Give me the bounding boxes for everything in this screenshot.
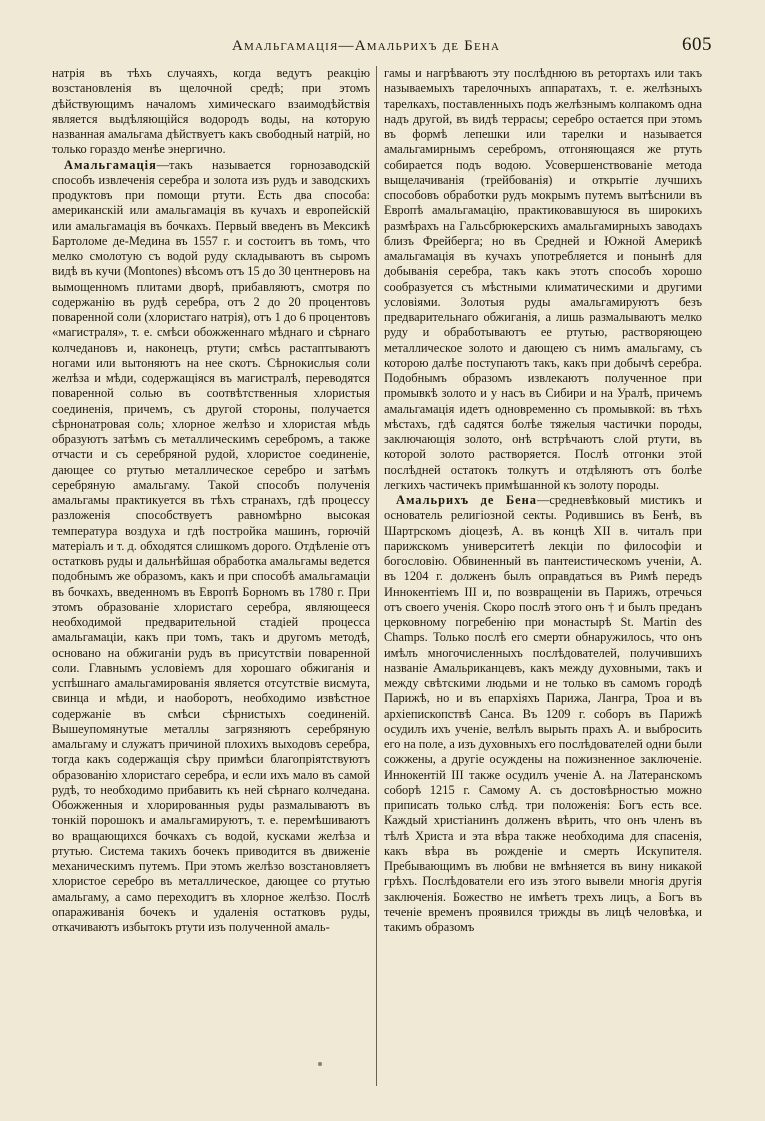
page-mark <box>318 1062 322 1066</box>
article-amalgamation <box>52 158 370 936</box>
article-amalric-text: —средневѣковый мистикъ и основатель религіозной секты. Родившись въ Бенѣ, въ Шартрскомъ діоцезѣ, А. въ концѣ XII в. читалъ при парижскомъ университетѣ лекціи по философіи и богословію. Обвиненный въ пантеистическомъ ученіи, А. въ 1204 г. долженъ былъ оправдаться въ Римѣ передъ Иннокентіемъ III и, по возвращеніи въ Парижъ, отречься отъ своего ученія. Скоро послѣ этого онъ † и былъ преданъ церковному погребенію при монастырѣ St. Martin des Champs. Только послѣ его смерти обнаружилось, что онъ имѣлъ многочисленныхъ послѣдователей, получившихъ названіе Амальриканцевъ, какъ между духовными, такъ и между свѣтскими людьми и не только въ самомъ городѣ Парижѣ, но и въ епархіяхъ Парижа, Лангра, Троа и въ архіепископствѣ Санса. Въ 1209 г. соборъ въ Парижѣ осудилъ ихъ ученіе, велѣлъ вырыть прахъ А. и выбросить его на поле, а изъ духовныхъ его послѣдователей одни были сожжены, а другіе осуждены на пожизненное заключеніе. Иннокентій III также осудилъ ученіе А. на Латеранскомъ соборѣ 1215 г. Самому А. съ достовѣрностью можно приписать только слѣд. три положенія: Богъ есть все. Каждый христіанинъ долженъ вѣрить, что онъ членъ въ тѣлѣ Христа и эта вѣра также необходима для спасенія, какъ вѣра въ рожденіе и смерть Искупителя. Пребывающимъ въ любви не вмѣняется въ вину никакой грѣхъ. Послѣдователи его изъ этого вывели многія другія заключенія. Божество не имѣетъ трехъ лицъ, а Богъ въ теченіе временъ проявился трижды въ лицѣ человѣка, и такимъ образомъ <box>384 493 702 934</box>
right-column <box>384 66 702 1086</box>
intro-paragraph: натрія въ тѣхъ случаяхъ, когда ведутъ реакцію возстановленія въ щелочной средѣ; при этомъ дѣйствующимъ началомъ химическаго взаимодѣйствія является выдѣляющійся водородъ воды, на которую названная амальгама дѣйствуетъ какъ свободный натрій, но только гораздо менѣе энергично. <box>52 66 370 157</box>
article-amalgamation-text: —такъ называется горнозаводскій способъ извлеченія серебра и золота изъ рудъ и заводскихъ продуктовъ при помощи ртути. Есть два способа: американскій или амальгамація въ кучахъ и европейскій или амальгамація въ бочкахъ. Первый введенъ въ Мексикѣ Бартоломе де-Медина въ 1557 г. и состоитъ въ томъ, что мелко смолотую съ водой руду складываютъ въ сыромъ видѣ въ кучи (Montones) вѣсомъ отъ 15 до 30 центнеровъ на вымощенномъ плитами дворѣ, прибавляютъ, смотря по содержанію въ рудѣ серебра, отъ 2 до 20 процентовъ поваренной соли (хлористаго натрія), отъ 1 до 6 процентовъ «магистраля», т. е. смѣси обожженнаго мѣднаго и сѣрнаго колчедановъ и, наконецъ, ртути; смѣсь растаптываютъ ногами или вытоняютъ на нее скотъ. Сѣрнокислыя соли желѣза и мѣди, содержащіяся въ магистралѣ, переводятся поваренной солью въ соотвѣтственныя хлористыя соединенія, причемъ, съ другой стороны, получается сѣрнонатровая соль; хлорное желѣзо и хлористая мѣдь образуютъ затѣмъ съ металлическимъ серебромъ, а также отчасти и съ серебряной рудой, хлористое соединеніе, дающее со ртутью металлическое серебро и затѣмъ серебряную амальгаму. Такой способъ полученія амальгамы практикуется въ тѣхъ странахъ, гдѣ процессу разложенія способствуетъ равномѣрно высокая температура воздуха и гдѣ постройка машинъ, горючій матеріалъ и т. д. обходятся слишкомъ дорого. Отдѣленіе отъ остатковъ руды и дальнѣйшая обработка амальгамы ведется подобнымъ же образомъ, какъ и при способѣ амальгамаціи въ бочкахъ, введенномъ въ Европѣ Борномъ въ 1780 г. При этомъ образованіе хлористаго серебра, являющееся необходимой предварительной стадіей процесса амальгамаціи, какъ при томъ, такъ и другомъ методѣ, основано на обжиганіи рудъ въ присутствіи поваренной соли. Главнымъ условіемъ для хорошаго обжиганія и успѣшнаго амальгамированія является отсутствіе висмута, свинца и мѣди, и наоборотъ, необходимо извѣстное содержаніе въ смѣси сѣрнистыхъ соединеній. Вышеупомянутые металлы загрязняютъ серебряную амальгаму и служатъ причиной плохихъ выходовъ серебра, тогда какъ содержащія сѣру примѣси благопріятствуютъ образованію хлористаго серебра, и если ихъ мало въ самой рудѣ, то необходимо прибавить къ ней сѣрнаго колчедана. Обожженныя и хлорированныя руды размалываютъ въ тонкій порошокъ и амальгамируютъ, т. е. перемѣшиваютъ во вращающихся бочкахъ съ водой, кусками желѣза и ртутью. Система такихъ бочекъ приводится въ движеніе механическимъ путемъ. При этомъ желѣзо возстановляетъ хлористое серебро въ металлическое, дающее со ртутью амальгаму, а само переходитъ въ хлорное желѣзо. Послѣ опараживанія бочекъ и удаленія остатковъ руды, откачиваютъ избытокъ ртути изъ полученной амаль- <box>52 157 370 934</box>
page-number: 605 <box>682 34 712 55</box>
page-header <box>52 34 712 58</box>
column-divider <box>376 66 377 1086</box>
continuation-paragraph: гамы и нагрѣваютъ эту послѣднюю въ ретортахъ или такъ называемыхъ тарелочныхъ аппаратахъ, т. е. желѣзныхъ тарелкахъ, поставленныхъ подъ желѣзнымъ колпакомъ одна надъ другой, въ видѣ террасы; серебро остается при этомъ въ формѣ лепешки или тарелки и называется амальгамирнымъ серебромъ, отгоняющаяся же ртуть собирается подъ водою. Усовершенствованіе метода выщелачиванія (трейбованія) и открытіе лучшихъ способовъ обработки рудъ мокрымъ путемъ вытѣснили въ Европѣ амальгамацію, практиковавшуюся въ широкихъ размѣрахъ на Гальсбрюкерскихъ амальгамирныхъ заводахъ близъ Фрейберга; но въ Средней и Южной Америкѣ амальгамація въ кучахъ употребляется и понынѣ для добыванія серебра, такъ какъ этотъ способъ хорошо сообразуется съ мѣстными климатическими и другими условіями. Золотыя руды амальгамируютъ безъ предварительнаго обжиганія, а лишь размалываютъ мелко руду и обработываютъ ее ртутью, растворяющею металлическое золото и дающею съ нимъ амальгаму, съ которою далѣе поступаютъ такъ, какъ при добычѣ серебра. Подобнымъ образомъ извлекаютъ полученное при промывкѣ золото и у насъ въ Сибири и на Уралѣ, причемъ амальгамація идетъ одновременно съ промывкой: въ тѣхъ мѣстахъ, гдѣ садятся болѣе тяжелыя частички породы, заключающія золото, онѣ встрѣчаютъ слой ртути, въ которой золото растворяется. Послѣ отгонки этой послѣдней остатокъ толкутъ и отдѣляютъ отъ болѣе легкихъ частичекъ примѣшанной къ золоту породы. <box>384 66 702 492</box>
headword-amalgamation: Амальгамація <box>64 157 157 172</box>
running-title: Амальгамація—Амальрихъ де Бена <box>232 38 501 54</box>
article-amalric <box>384 493 702 935</box>
headword-amalric: Амальрихъ де Бена <box>396 493 537 507</box>
left-column <box>52 66 370 1086</box>
